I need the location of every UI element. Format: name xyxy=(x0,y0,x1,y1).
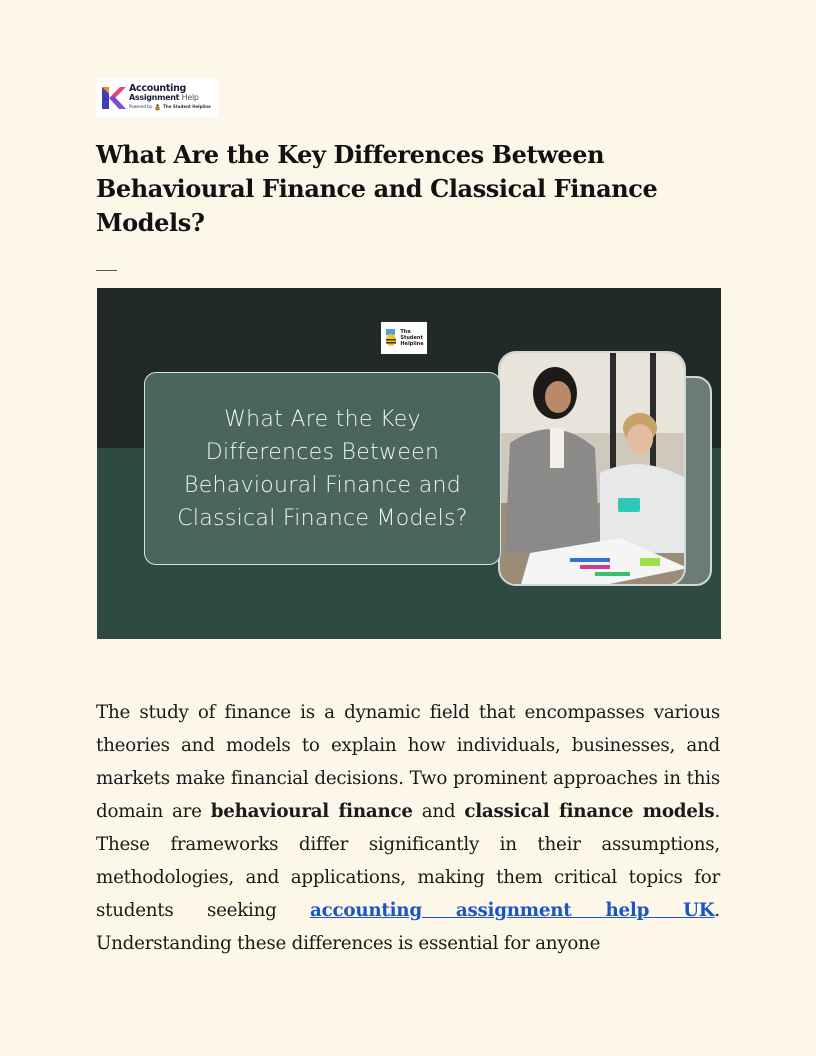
banner-badge xyxy=(381,322,427,354)
badge-text-1: The xyxy=(400,329,411,335)
logo-text-line2: Assignment Help xyxy=(129,92,199,102)
bold-term-classical-finance: classical finance models xyxy=(464,801,715,822)
logo-k-icon xyxy=(100,84,126,112)
badge-text-3: Helpline xyxy=(400,341,424,347)
bee-mascot-icon xyxy=(384,328,398,348)
logo-powered-by: Powered by The Student Helpline xyxy=(129,104,211,110)
students-illustration xyxy=(500,353,686,586)
bee-icon xyxy=(154,104,161,111)
bold-term-behavioural-finance: behavioural finance xyxy=(210,801,413,822)
banner-headline-box xyxy=(144,372,501,565)
accounting-help-link[interactable]: accounting assignment help UK xyxy=(310,900,715,921)
title-divider xyxy=(96,270,117,271)
site-logo[interactable] xyxy=(96,78,218,117)
paragraph-text-1: The study of finance is a dynamic field that encompasses various theories and models to explain how individuals, businesses, and markets make financial decisions. Two prominent approaches in this domain are xyxy=(96,702,720,822)
article-title: What Are the Key Differences Between Behavioural Finance and Classical Finance Models? xyxy=(96,140,658,237)
paragraph-text-4: . Understanding these differences is essential for anyone xyxy=(96,900,720,954)
intro-paragraph xyxy=(96,696,720,960)
featured-banner-image xyxy=(97,288,721,639)
badge-text-2: Student xyxy=(400,335,423,341)
paragraph-text-2: and xyxy=(412,801,465,822)
logo-text-line1: Accounting xyxy=(129,83,187,95)
paragraph-text-3: . These frameworks differ significantly in their assumptions, methodologies, and applications, making them critical topics for students seeking xyxy=(96,801,720,921)
students-photo xyxy=(498,351,686,586)
banner-headline: What Are the Key Differences Between Behavioural Finance and Classical Finance Models? xyxy=(177,406,468,531)
